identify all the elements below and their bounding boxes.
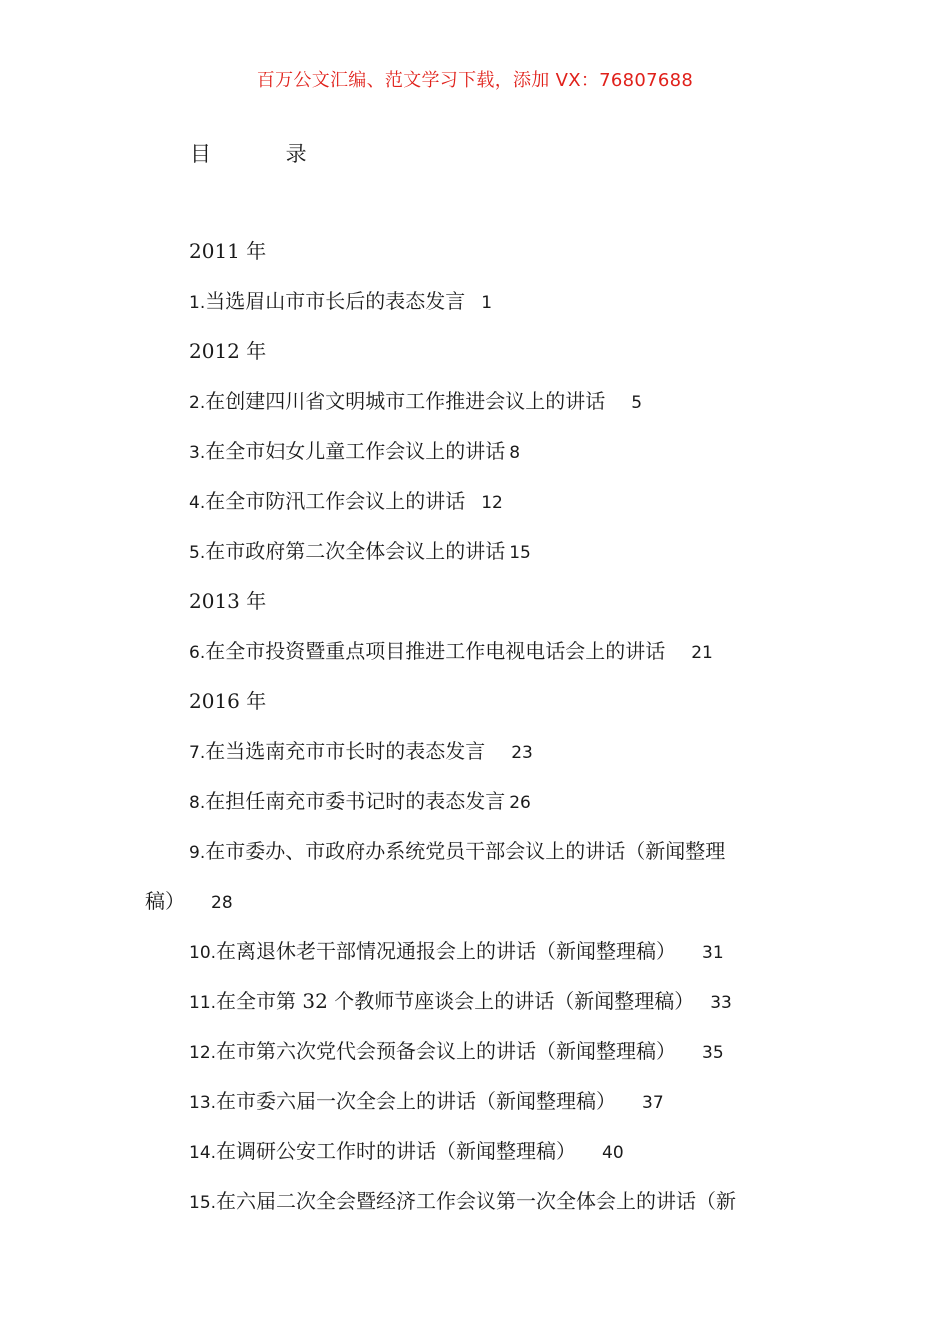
toc-year-heading: 2011 年 <box>189 239 267 263</box>
toc-entry-continuation[interactable]: 稿） 28 <box>145 889 233 913</box>
toc-entry[interactable]: 14.在调研公安工作时的讲话（新闻整理稿） 40 <box>189 1139 624 1163</box>
toc-entry[interactable]: 9.在市委办、市政府办系统党员干部会议上的讲话（新闻整理 <box>189 839 726 863</box>
toc-entry[interactable]: 1.当选眉山市市长后的表态发言 1 <box>189 289 493 313</box>
page-number: 26 <box>509 793 531 813</box>
toc-year-heading: 2016 年 <box>189 689 267 713</box>
toc-entry[interactable]: 3.在全市妇女儿童工作会议上的讲话 8 <box>189 439 521 463</box>
page-number: 28 <box>211 893 233 913</box>
page-number: 31 <box>702 943 724 963</box>
page-number: 1 <box>481 293 493 313</box>
toc-year-heading: 2012 年 <box>189 339 267 363</box>
toc-entry[interactable]: 12.在市第六次党代会预备会议上的讲话（新闻整理稿） 35 <box>189 1039 724 1063</box>
page-number: 8 <box>509 443 521 463</box>
page-number: 12 <box>481 493 503 513</box>
toc-title: 目 录 <box>190 142 341 166</box>
page-number: 37 <box>642 1093 664 1113</box>
toc-year-heading: 2013 年 <box>189 589 267 613</box>
promo-banner: 百万公文汇编、范文学习下载，添加 VX：76807688 <box>256 70 694 91</box>
page-number: 15 <box>509 543 531 563</box>
page-number: 33 <box>710 993 732 1013</box>
toc-entry[interactable]: 11.在全市第 32 个教师节座谈会上的讲话（新闻整理稿） 33 <box>189 989 732 1013</box>
toc-entry[interactable]: 13.在市委六届一次全会上的讲话（新闻整理稿） 37 <box>189 1089 664 1113</box>
toc-entry[interactable]: 15.在六届二次全会暨经济工作会议第一次全体会上的讲话（新 <box>189 1189 737 1213</box>
toc-entry[interactable]: 8.在担任南充市委书记时的表态发言 26 <box>189 789 531 813</box>
page-number: 21 <box>691 643 713 663</box>
page-number: 35 <box>702 1043 724 1063</box>
page-number: 5 <box>631 393 643 413</box>
toc-entry[interactable]: 6.在全市投资暨重点项目推进工作电视电话会上的讲话 21 <box>189 639 713 663</box>
page-number: 40 <box>602 1143 624 1163</box>
toc-entry[interactable]: 7.在当选南充市市长时的表态发言 23 <box>189 739 533 763</box>
toc-entry[interactable]: 4.在全市防汛工作会议上的讲话 12 <box>189 489 503 513</box>
toc-entry[interactable]: 2.在创建四川省文明城市工作推进会议上的讲话 5 <box>189 389 643 413</box>
toc-entry[interactable]: 10.在离退休老干部情况通报会上的讲话（新闻整理稿） 31 <box>189 939 724 963</box>
toc-entry[interactable]: 5.在市政府第二次全体会议上的讲话 15 <box>189 539 531 563</box>
page-number: 23 <box>511 743 533 763</box>
table-of-contents <box>145 226 810 1226</box>
